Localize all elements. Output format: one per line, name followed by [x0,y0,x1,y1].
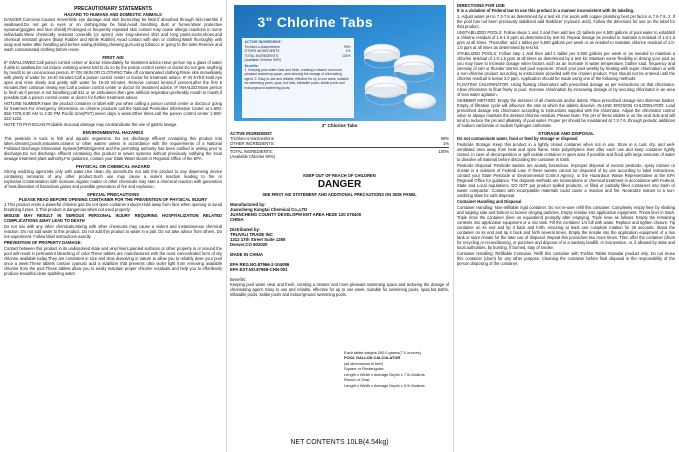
ingredient-name: OTHER INGREDIENTS: [230,141,275,147]
directions-sub: It is a violation of Federal law to use this product in a manner inconsistent with its labeling. [457,8,635,14]
ingredient-value: 1% [443,141,449,147]
manufacturer-address: JUANCHENG COUNTY DEVELOPM ENT AREA HEZE 120 276400 [230,212,362,218]
final-text: Container Handling: Refillable Container. Refill this container with Trichlor Tablet Granular product only. Do not reuse this container (drum) for any other purpose. Cleaning the container before final disposal is the responsibility of the person disposing of the container. [457,251,675,267]
misuse-body: Do not mix with any other chemicals.Mixing with other chemicals may cause a violent and instantaneous chemical reaction. Do not add water to this product. Do not add this product to water in a pail. Do not take advice from others. Do not experiment. Follow label instructions exactly. [4,224,222,240]
physical-hazard-text: Strong oxidizing agent.Mix only with water.Use clean dry utensils.Do not add this product to any dispensing device containing remnants of any other product.Such use may cause a violent reaction leading to fire or explosion.Contamination with moisture,organic matter or other chemicals may start a chemical reaction with generation of heat,liberation of hazardous gases and possible generation of fire and explosion. [4,168,222,189]
label-benefits-title: Benefits: [244,63,259,68]
label-info-box [242,38,354,118]
epa-est-no: EPA EST.NO.87966-CHN-001 [230,266,288,272]
manufacturer-block [230,202,449,273]
floating-chlorinator-text: FLOATING CHLORINATOR: Using floating chlorinators with prescribed dosage as per instructions on that chlorinator. Allow chlorinator to float freely in pool. Increase chlorination by increasing dosage or by securing chlorinator in an area of less water agitation. [457,82,675,98]
calc-line: Each tablet weighs 200.0 grams(7.0 ounces). [344,350,423,355]
prevention-text: Contact between this product in its undissolved state and vinyl liners,painted surfaces or other property in or around the pool will result in permanent bleaching of color.These tablets are manufactured with the most concentrated form of dry chlorine available today.They are consistent in size and slow dissolving in nature to allow you to reliably dose your pool once a week.These tablets contain cyanuric acid a stabilizer that prevents ultra violet light from removing available chlorine from the pool.These tablets allow you to easily maintain proper chlorine residuals and help you to effortlessly produce beautiful,clean sparkling water. [4,246,222,277]
hazard-title: HAZARD TO HUMANS AND DOMESTIC ANIMALS [64,12,162,18]
label-ingredient-value: 100% [342,53,351,58]
calc-line: POOL GALLON CALCULATOR [344,355,401,361]
net-contents: NET CONTENTS 10LB(4.54kg) [290,439,389,447]
distributor-city: Denver,CO 802020 [230,242,268,248]
calc-line: Round or Oval: [344,377,371,383]
label-benefits-text: 1. Keeping pool water clear and fresh, creating a cleaner and more pleasant swimming space, and reducing the dosage of chlorinating agent. 2. Easy to use and reliable, effective for up to one week, suitable for swimming pools, spas, hot tubs, inflatable pools, kiddie pools and indoor/ground swimming pools. [244,68,349,90]
ingredient-name: TOTAL INGREDIENTS: [230,149,273,155]
column-divider [453,0,454,452]
directions-title: DIRECTIONS FOR USE [457,3,505,8]
calc-line: Length x Width x Average Depth x 7.5=Gallons [344,371,425,377]
epa-reg-no: EPA REG.NO.87966-2-104086 [230,261,290,267]
hotline-text: HOTLINE NUMBER:Have the product container or label with you when calling a poison control center or doctor,or going for treatment.For emergency information on chlorine products call the National Pesticides Information Center at 1-800-858-7378,8:30 AM to 4:30 PM Pacific time(PST),seven days a week.Other times,call the poison control center 1-800-222-1222. [4,101,222,122]
calc-line: Square or Rectangular: [344,366,385,372]
container-text: Container Handling: Non-refillable rigid container. Do not re-user refill this container. Completely empty liner by shaking and tapping side and bottom to loosen clinging particles. Empty residue into application equipment. Throw liner in trash. Triple rinse the container (liner on equivalent) promptly after emptying. Triple rinse as follows: Empty the remaining contents into application equipment or a mix tank. Fill the container 1/4 full with water. Replace and tighten closure. Tip container on its end and tip it back and forth, ensuring at least one complete rotation for 30 seconds. Stand the container on its end and tip it back and forth several times. Empty the rinsate into the application equipment of a mix tank or store rinsate for the later use of disposal. Repeat this procedure two more times. Then offer the container (drum for recycling or reconditioning, or puncture and dispose of in a sanitary landfill, or incineration, or, if allowed by state and local authorities, by burning. If burned, stay of smoke. [457,205,675,251]
physical-hazard-title: PHYSICAL OR CHEMICAL HAZARD [76,163,150,169]
distributor-name: TRUVALI TRADE INC [230,231,273,237]
first-aid-title: FIRST AID [102,55,124,61]
manufacturer-country: CHINA [230,217,244,223]
benefits-text: Keeping pool water clear and fresh, creating a cleaner and more pleasant swimming space,and reducing the dosage of chlorinating agent. Easy to use and reliable, effective for up to one week, suitable for swimming pools, spas,hot baths, inflatable pools, kiddie pools and indoor/ground swimming pools. [230,282,449,298]
left-panel [0,0,226,452]
manufacturer-name: Juancheng Kangtai Chemical Co.,LTD [230,206,308,212]
manufactured-by-label: Manufactured by: [230,201,266,207]
chlorine-tablets-illustration [354,31,440,117]
danger-heading: DANGER [317,179,362,191]
column-divider [226,0,227,452]
disposal-text: Pesticide Disposal: Pesticide wastes are acutely hazardous. Improper disposal of excess pesticide, spray mixture or rinsate is a violation of Federal Law. If these wastes cannot be disposed of by use according to label instructions, contact your State Pesticide or Environmental Control Agency, or the Hazardous Waste Representative at the EPA Regional Office for guidance. The disposal methods are incinerations or chemical treatment in accordance with Federal, State and Local regulations. DO NOT put product spilled products, or filled or partially filled containers into trash or waste compactor. Contact with incompatible materials could cause a reaction and fire. Neutralize mature to a non-oxidizing state for safe disposal. [457,163,675,199]
product-label-image [234,5,446,121]
stabilized-pools-text: STABILIZED POOLS: Follow step 1 and then add 1 tablet per 6,500 gallons per week or as needed to maintain a chlorine residual of 1.0-1.5 ppm at all times as determined by a test kit. Maintain some flexibility in dosing your pool as you may have to increase dosage when factors such as an increase in water temperature, bather load, frequency and intensity of rain or thunder storms and pool exposure. Shock your pool weekly by treating with super chlorination or with a non-chlorine product according to instructions provided with the chosen product. Pool should not be entered until the chlorine residual is below 3.0 ppm. Application should be made using one of the following methods: [457,51,675,82]
ingredient-value: 100% [438,149,449,155]
label-ingredient-name: OTHER INGREDIENTS [244,49,280,54]
ingredient-name: Trichloro-s-triazinetrione [230,136,274,142]
ingredient-value: 99% [440,136,449,142]
available-chlorine: (Available Chlorine 90%) [230,154,275,160]
divider [230,147,449,148]
misuse-warning: MISUSE MAY RESULT IN SERIOUS PERSONAL INJURY REQUIRING HOSPITALIZATION RELATED COMPLICATIONS &MAY LEAD TO DEATH [4,213,222,224]
label-title: 3" Chlorine Tabs [257,14,373,30]
prevention-title: PREVENTION OF PROPERTY DAMAGE: [4,240,82,246]
label-ingredient-value: 99% [343,44,351,49]
env-hazards-text: This pesticide is toxic to fish and aquatic organisms. Do not discharge effluent containing this product into lakes,streams,ponds,estuaries,oceans or other waters unless in accordance with the requirements of a National Pollutant Discharge Elimination System(NPDES)permit and the permitting authority has been notified in writing prior to discharge.Do not discharge effluent containing this product to sewer systems without previously notifying the local sewage treatment plant authority.For guidance, contact your State Water Board or Regional Office of the EPA. [4,135,222,161]
container-title: Container Handling and Disposal [457,199,522,205]
benefits-title: Benefits: [230,277,246,283]
special-precautions-sub: PLEASE READ BEFORE OPENING CONTAINER FOR THE PREVENTION OF PHYSICAL INJURY [18,197,208,203]
skimmer-method-text: SKIMMER METHOD: Empty the skimmer of all chemicals and/or debris. Place prescribed dosage into skimmer basket. Empty of filtration cycle will influence the rate at which the tablets dissolve. IN-LINE EROSION CHLORINATOR: Load prescribed dosage into chlorinator according to instructions supplied with the chlorinator. Adjust the chlorinator control valve to always maintain the desired chlorine residual. Please Note: The pH of these tablets is on the acid side and will tend to reduce the pH and alkalinity of pool water. Proper pH should be maintained at 7.2-7.6, through periodic additions of sodium carbonate or sodium hydrogen carbonate. [457,98,675,129]
ingredient-row [230,141,449,146]
distributed-by-label: Distributed by: [230,226,261,232]
label-ingredient-value: 1% [345,49,351,54]
storage-title: STORAGE AND DISPOSAL [538,131,594,137]
calc-line: (all dimensions in feet) [344,360,383,366]
right-panel [453,0,679,452]
calc-line: Length x Width x Average Depth x 5.9=Gallons [344,382,425,388]
label-caption: 3" Chlorine Tabs [321,123,358,128]
hazard-text: DANGER:Corrosive.Causes irreversible eye damage and skin burns.May be fatal if absorbed through skin.Harmful if swallowed.Do not get in eyes or on clothing.May be fatal.Avoid breathing dust or fumes.Wear protective eyewear(goggles and face shield).Prolonged or frequently repeated skin contact may cause allergic reactions in some individuals.Wear chemically resistant coveralls (or apron) over long-sleeved shirt and long pants,socks,shoes,and chemical resistant gloves (Butyl Rubber and Nitrile Rubber).Avoid contact with skin or clothing.Wash thoroughly with soap and water after handling and before eating,drinking,chewing gum,using tobacco or going to the toilet.Remove and wash contaminated clothing before reuse. [4,17,222,53]
first-aid-text: IF SWALLOWED:Call poison control center or doctor immediately for treatment advice.Have person sip a glass of water if able to swallow.Do not induce vomiting unless told to do so by the poison control center or doctor.Do not give anything by mouth to an unconscious person. IF ON SKIN OR CLOTHING:Take off contaminated clothing.Rinse skin immediately with plenty of water for 15-20 minutes.Call a poison control center or doctor for treatment advice. IF IN EYES:Hold eye open and rinse slowly and gently with water for 15-20 minutes. Remove contact lenses,if present,after the first 5 minutes,then continue rinsing eye.Call a poison control center or doctor for treatment advice. IF INHALED:Move person to fresh air.If person is not breathing,call 911 or an ambulance,then give artificial respiration,preferably mouth to mouth,if possible.Call a poison control center or doctor for further treatment advice. [4,60,222,101]
note-to-physician: NOTE TO PHYSICIAN:Probable mucosal damage may contraindicate the use of gastric lavage. [4,122,178,128]
unstabilized-pools-text: UNSTABILIZED POOLS: Follow steps 1 and 2 and then add two (2) tablets per 6,500 gallons of pool water to establish a chlorine residual of 1.0-1.5 ppm as determined by test kit. Repeat dosage as needed to maintain a residual of 1.0-1.5 ppm at all times. Thereafter, add 1 tablet per 6,500 gallons per week or as needed to maintain chlorine residual of 1.0-1.5 ppm at all times as determined by test kit. [457,30,675,51]
storage-sub: Do not contaminate water, food or feed by storage or disposal [457,136,578,142]
see-first-aid: SEE FIRST AID STATEMENT AND ADDITIONAL PRECAUTIONS ON SIDE PANEL [262,191,417,197]
special-precautions-title: SPECIAL PRECAUTIONS [86,191,140,197]
special-precautions-text: 1.This product emits a powerful chlorine gas.Do not open container indoors:Hold away from face when opening to avoid breathing fumes. 2.This product is dangerous when not used properly: [4,202,222,213]
pool-gallon-calculator [344,350,444,388]
active-ingredient-title: ACTIVE INGREDIENT: [230,131,273,137]
label-ingredient-name: Trichloro-s-triazinetrione [244,44,280,49]
distributor-address: 1312 17th Street Suite 1265 [230,236,286,242]
label-ingredient-name: TOTAL INGREDIENTS [244,53,279,58]
center-panel [226,0,453,452]
label-available-chlorine: (Available Chlorine 90%) [244,58,281,63]
label-active-ingredient: ACTIVE INGREDIENT: [244,40,282,44]
made-in: MADE IN CHINA [230,252,263,258]
keep-out-of-reach: KEEP OUT OF REACH OF CHILDREN [303,173,376,179]
storage-text: Pesticide Storage: Keep this product in a tightly closed container when not in use. Store in a cool, dry, and well-ventilated area away from heat and open flame. Note polyethylene liner after each use and keep container tightly closed. In case of decomposition or spill isolate container in open area if possible and flood with large amounts of water to dissolve all material before discarding the container in trash. [457,142,675,163]
precautionary-title: PRECAUTIONARY STATEMENTS [74,6,152,12]
env-hazards-title: ENVIRONMENTAL HAZARDS [82,130,144,136]
directions-text: 1. Adjust water pH to 7.2-7.6 as determined by a test kit. For pools with copper plumbing best pH factor is 7.6-7.8. 2. If the pool has not been previously stabilized add Stabilizer (cyanuric acid). Follow the directions for use on the label for that product. [457,14,675,30]
